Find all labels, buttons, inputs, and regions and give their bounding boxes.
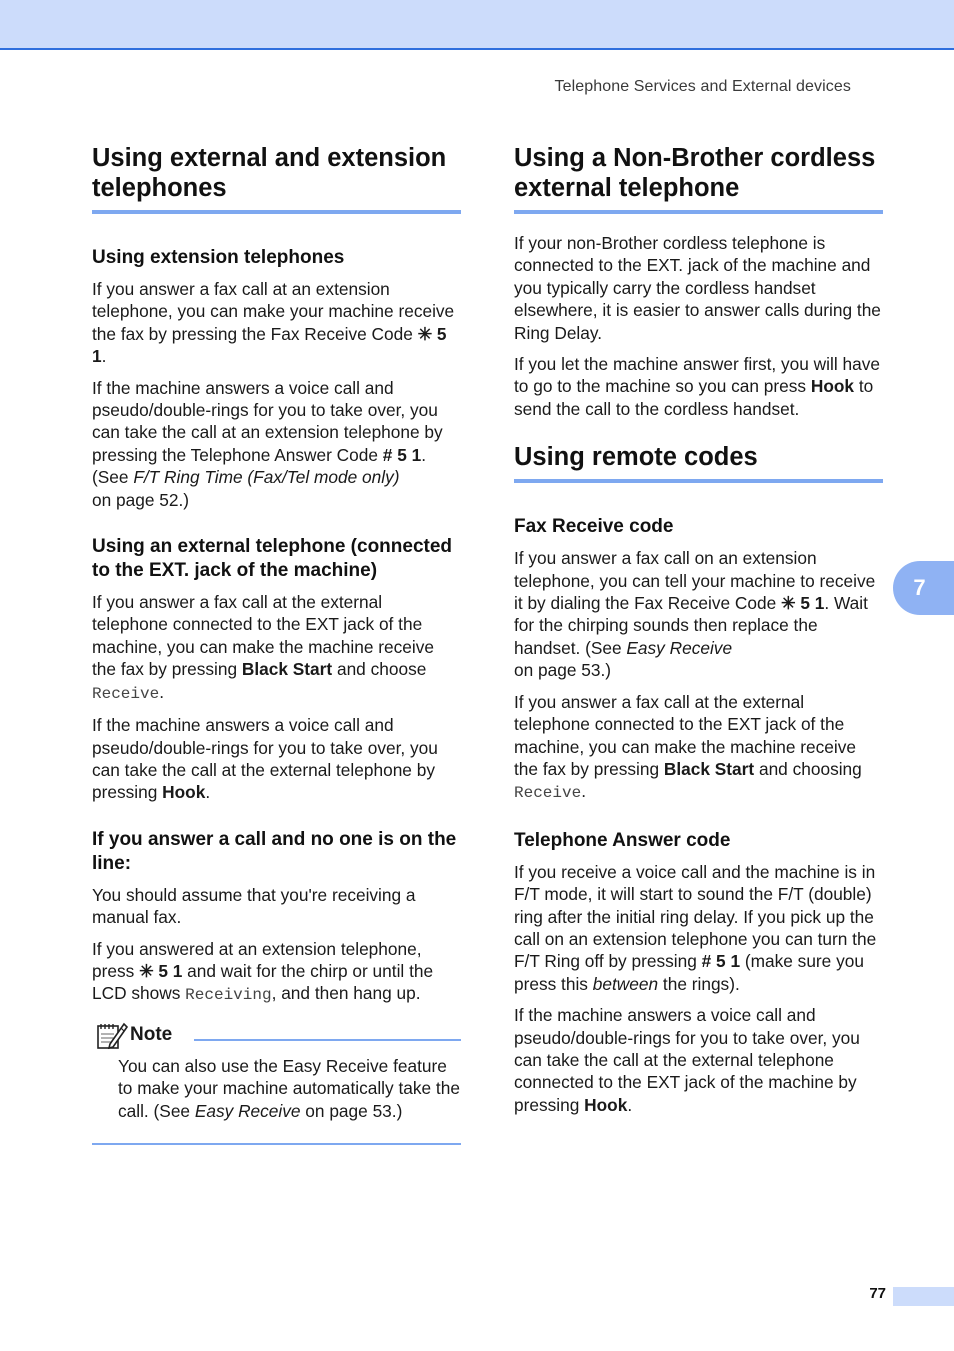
paragraph: If you answer a fax call at the external telephone connected to the EXT jack of the machine, you can make the machine receive the fax by pressing Black Start and choosing Receive. <box>514 691 862 803</box>
note-title: Note <box>130 1023 173 1045</box>
section-external-telephone <box>92 535 461 804</box>
section-no-one-on-line <box>92 828 461 1145</box>
cross-reference[interactable]: Easy Receive <box>194 1100 301 1121</box>
heading-external-extension: Using external and extension telephones <box>92 143 461 214</box>
note-box <box>92 1019 461 1145</box>
right-column <box>514 143 883 1140</box>
subheading-extension-telephones: Using extension telephones <box>92 247 345 268</box>
page-number: 77 <box>869 1285 886 1302</box>
subheading-fax-receive-code: Fax Receive code <box>514 516 674 538</box>
subheading-external-telephone: Using an external telephone (connected to the EXT. jack of the machine) <box>92 536 453 582</box>
chapter-number: 7 <box>913 575 926 600</box>
heading-non-brother-cordless: Using a Non-Brother cordless external telephone <box>514 143 883 214</box>
section-extension-telephones <box>92 246 461 511</box>
paragraph: You should assume that you're receiving a manual fax. <box>92 884 416 928</box>
running-head: Telephone Services and External devices <box>554 78 851 95</box>
heading-remote-codes: Using remote codes <box>514 442 883 483</box>
paragraph: If you answer a fax call on an extension telephone, you can tell your machine to receive it by dialing the Fax Receive Code ✳ 5 1. Wait for the chirping sounds then replace the handset. (See Easy Receive on page 53.) <box>514 548 876 681</box>
paragraph: If your non-Brother cordless telephone is connected to the EXT. jack of the machine and you typically carry the cordless handset elsewhere, it is easier to answer calls during the Ring Delay. <box>514 233 881 343</box>
subheading-no-one-on-line: If you answer a call and no one is on the line: <box>92 828 457 874</box>
section-telephone-answer-code <box>514 829 883 1116</box>
paragraph: If the machine answers a voice call and pseudo/double-rings for you to take over, you can take the call at the external telephone by pressing Hook. <box>92 715 438 803</box>
paragraph: If you receive a voice call and the machine is in F/T mode, it will start to sound the F/T (double) ring after the initial ring delay. If you pick up the call on an extension telephone you can turn the F/T Ring off by pressing # 5 1 (make sure you press this between the rings). <box>514 861 877 994</box>
paragraph: If the machine answers a voice call and pseudo/double-rings for you to take over, you can take the call at an extension telephone by pressing the Telephone Answer Code # 5 1. (See F/T Ring Time (Fax/Tel mode only) on page 52.) <box>92 377 443 510</box>
paragraph: If the machine answers a voice call and pseudo/double-rings for you to take over, you can take the call at the external telephone connected to the EXT jack of the machine by pressing Hook. <box>514 1005 860 1115</box>
paragraph: If you answer a fax call at an extension telephone, you can make your machine receive the fax by pressing the Fax Receive Code ✳ 5 1. <box>92 279 455 367</box>
left-column <box>92 143 461 1169</box>
note-rule <box>194 1039 461 1041</box>
section-cordless <box>514 232 883 420</box>
paragraph: If you answered at an extension telephone, press ✳ 5 1 and wait for the chirp or until the LCD shows Receiving, and then hang up. <box>92 938 434 1005</box>
paragraph: If you answer a fax call at the external telephone connected to the EXT jack of the machine, you can make the machine receive the fax by pressing Black Start and choose Receive. <box>92 592 434 703</box>
cross-reference[interactable]: Easy Receive <box>626 637 733 658</box>
note-header <box>92 1019 461 1051</box>
section-fax-receive-code <box>514 515 883 804</box>
note-pencil-icon <box>96 1020 128 1050</box>
chapter-tab <box>893 561 954 615</box>
page-number-bar <box>893 1287 954 1306</box>
subheading-telephone-answer-code: Telephone Answer code <box>514 829 731 851</box>
paragraph: If you let the machine answer first, you will have to go to the machine so you can press Hook to send the call to the cordless handset. <box>514 354 880 419</box>
header-band <box>0 0 954 50</box>
cross-reference[interactable]: F/T Ring Time (Fax/Tel mode only) <box>133 467 400 488</box>
note-text: You can also use the Easy Receive feature to make your machine automatically take the call. (See Easy Receive on page 53.) <box>118 1055 460 1121</box>
